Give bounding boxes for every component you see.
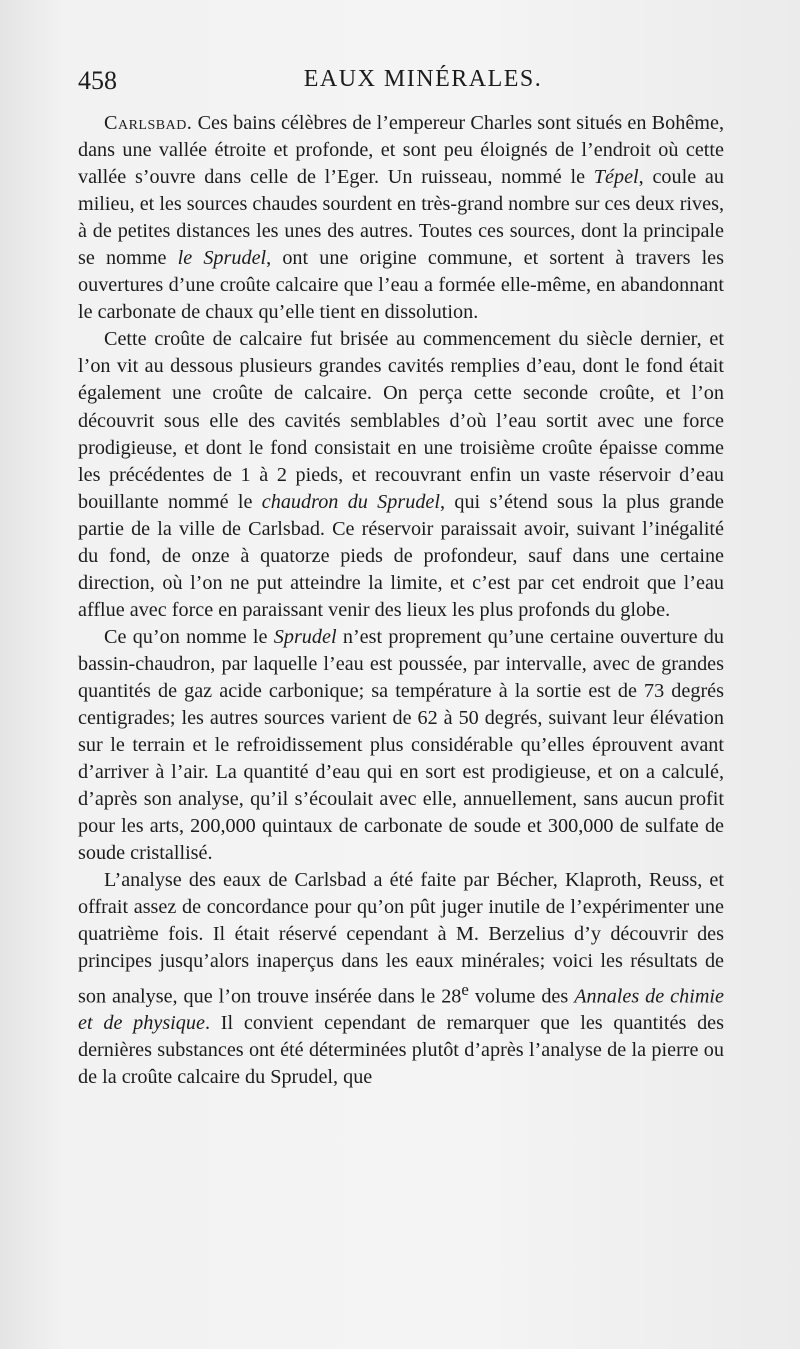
paragraph-text: Ce qu’on nomme le bbox=[104, 625, 274, 648]
paragraph-text: , coule au milieu, et les sources chaudes sourdent en très-grand nombre sur ces deux rives, à de petites distances les unes des autres. Toutes ces sources, dont la principale se nomme bbox=[78, 166, 724, 270]
paragraph-text: . Il convient cependant de remarquer que les quantités des dernières substances ont été déterminées plutôt d’après l’analyse de la pierre ou de la croûte calcaire du Sprudel, que bbox=[78, 1012, 724, 1089]
paragraph-text: Cette croûte de calcaire fut brisée au commencement du siècle dernier, et l’on vit au dessous plusieurs grandes cavités remplies d’eau, dont le fond était également une croûte de calcaire. On perça cette seconde croûte, et l’on découvrit sous elle des cavités semblables d’où l’eau sortit avec une force prodigieuse, et dont le fond consistait en une troisième croûte épaisse comme les précédentes de 1 à 2 pieds, et recouvrant enfin un vaste réservoir d’eau bouillante nommé le bbox=[78, 328, 724, 513]
italic-term: chaudron du Sprudel bbox=[261, 490, 440, 513]
paragraph-text: volume des bbox=[468, 985, 575, 1008]
running-title: EAUX MINÉRALES. bbox=[303, 66, 543, 92]
paragraph-text: n’est proprement qu’une certaine ouverture du bassin-chaudron, par laquelle l’eau est poussée, par intervalle, avec de grandes quantités de gaz acide carbonique; sa température à la sortie est de 73 degrés centigrades; les autres sources varient de 62 à 50 degrés, suivant leur élévation sur le terrain et le refroidissement plus considérable qu’elles éprouvent avant d’arriver à l’air. La quantité d’eau qui en sort est prodigieuse, et on a calculé, d’après son analyse, qu’il s’écoulait avec elle, annuellement, sans aucun profit pour les arts, 200,000 quintaux de carbonate de soude et 300,000 de sulfate de soude cristallisé. bbox=[78, 625, 724, 865]
paragraph-croute bbox=[78, 326, 724, 624]
ordinal-superscript: e bbox=[461, 979, 469, 999]
section-lead: Carlsbad. bbox=[104, 112, 193, 134]
paragraph-analyse bbox=[78, 867, 724, 1091]
italic-term: le Sprudel bbox=[177, 247, 267, 270]
paragraph-text: , ont une origine commune, et sortent à travers les ouvertures d’une croûte calcaire que l’eau a formée elle-même, en abandonnant le carbonate de chaux qu’elle tient en dissolution. bbox=[78, 247, 724, 324]
paragraph-text: Ces bains célèbres de l’empereur Charles sont situés en Bohême, dans une vallée étroite et profonde, et sont peu éloignés de l’endroit où cette vallée s’ouvre dans celle de l’Eger. Un ruisseau, nommé le bbox=[78, 112, 724, 189]
paragraph-sprudel bbox=[78, 624, 724, 867]
italic-term: Tépel bbox=[593, 166, 639, 189]
body-text bbox=[78, 110, 724, 1091]
italic-term: Annales de chimie et de physique bbox=[78, 985, 724, 1035]
italic-term: Sprudel bbox=[273, 625, 337, 648]
page-number: 458 bbox=[78, 66, 117, 95]
paragraph-text: , qui s’étend sous la plus grande partie de la ville de Carlsbad. Ce réservoir paraissait avoir, suivant l’inégalité du fond, de onze à quatorze pieds de profondeur, sauf dans une certaine direction, où l’on ne put atteindre la limite, et c’est par cet endroit que l’eau afflue avec force en paraissant venir des lieux les plus profonds du globe. bbox=[78, 490, 724, 621]
paragraph-carlsbad bbox=[78, 110, 724, 326]
page-header bbox=[78, 66, 728, 100]
paragraph-text: L’analyse des eaux de Carlsbad a été faite par Bécher, Klaproth, Reuss, et offrait assez de concordance pour qu’on pût juger inutile de l’expérimenter une quatrième fois. Il était réservé cependant à M. Berzelius d’y découvrir des principes jusqu’alors inaperçus dans les eaux minérales; voici les résultats de son analyse, que l’on trouve insérée dans le 28 bbox=[78, 869, 724, 1008]
